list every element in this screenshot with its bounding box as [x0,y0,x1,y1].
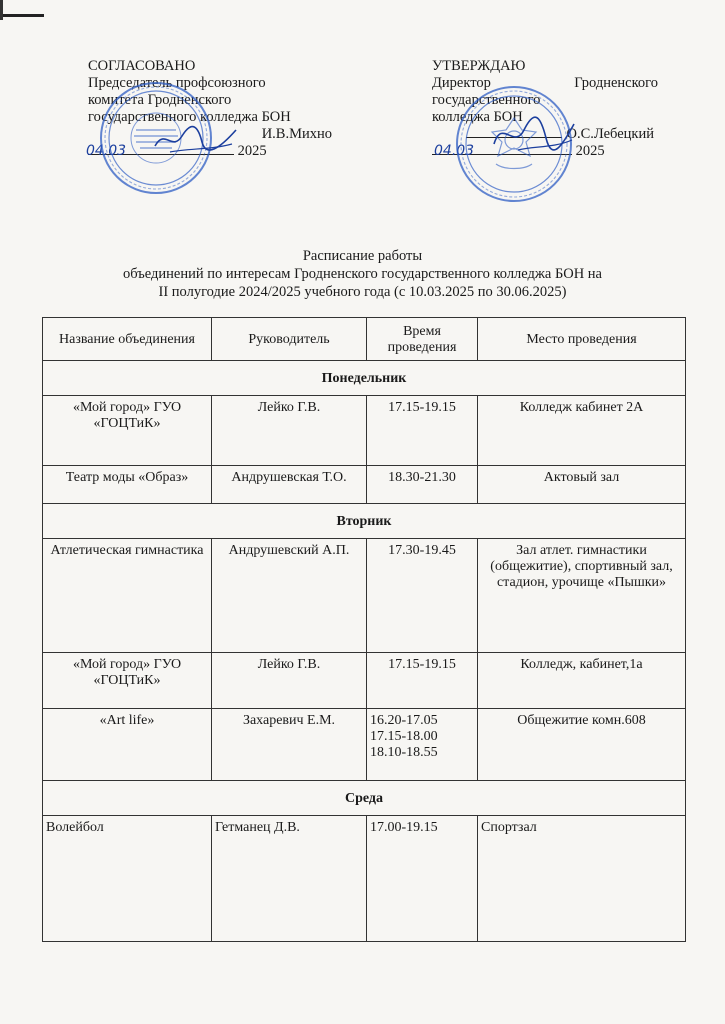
cell-place: Зал атлет. гимнастики (общежитие), спортивный зал, стадион, урочище «Пышки» [478,539,686,653]
cell-name: Волейбол [43,816,212,942]
header-place: Место проведения [478,318,686,361]
header-leader: Руководитель [212,318,367,361]
cell-name: «Мой город» ГУО «ГОЦТиК» [43,396,212,466]
time-slot: 18.10-18.55 [370,745,438,760]
day-label: Вторник [43,504,686,539]
table-row [43,709,686,781]
cell-leader: Андрушевская Т.О. [212,466,367,504]
cell-time: 17.00-19.15 [367,816,478,942]
cell-leader: Андрушевский А.П. [212,539,367,653]
cell-place: Колледж кабинет 2А [478,396,686,466]
cell-leader: Лейко Г.В. [212,396,367,466]
handwritten-date-right: 04.03 [434,143,475,159]
approval-line: Председатель профсоюзного [88,75,266,91]
day-row [43,361,686,396]
approval-heading-right: УТВЕРЖДАЮ [432,58,526,74]
approval-line: комитета Гродненского [88,92,232,108]
approval-line: колледжа БОН [432,109,523,125]
cell-place: Колледж, кабинет,1а [478,653,686,709]
cell-place: Спортзал [478,816,686,942]
time-slot: 16.20-17.05 [370,713,438,728]
approval-line: государственного колледжа БОН [88,109,291,125]
approval-word: Директор [432,75,491,91]
cell-time: 18.30-21.30 [367,466,478,504]
title-line: II полугодие 2024/2025 учебного года (с 10.03.2025 по 30.06.2025) [158,284,567,300]
day-row [43,504,686,539]
header-name: Название объединения [43,318,212,361]
cell-name: Театр моды «Образ» [43,466,212,504]
table-row [43,816,686,942]
signer-name: О.С.Лебецкий [566,126,654,142]
cell-time: 17.15-19.15 [367,396,478,466]
cell-leader: Лейко Г.В. [212,653,367,709]
cell-leader: Захаревич Е.М. [212,709,367,781]
day-label: Понедельник [43,361,686,396]
cell-time [367,709,478,781]
table-row [43,396,686,466]
scan-edge-mark [0,14,44,17]
day-row [43,781,686,816]
approval-word: Гродненского [574,75,658,91]
cell-name: «Art life» [43,709,212,781]
signature-right [488,110,578,156]
table-row [43,539,686,653]
signature-left [150,118,240,158]
handwritten-date-left: 04.03 [86,143,127,159]
cell-name: «Мой город» ГУО «ГОЦТиК» [43,653,212,709]
date-year-left: 2025 [237,143,267,159]
document-title [40,247,685,301]
approval-line: государственного [432,92,541,108]
time-slot: 17.15-18.00 [370,729,438,744]
cell-place: Актовый зал [478,466,686,504]
header-time: Время проведения [367,318,478,361]
day-label: Среда [43,781,686,816]
schedule-table [42,317,686,942]
cell-leader: Гетманец Д.В. [212,816,367,942]
approval-heading-left: СОГЛАСОВАНО [88,58,196,74]
table-header-row [43,318,686,361]
title-line: Расписание работы [302,248,423,264]
title-line: объединений по интересам Гродненского государственного колледжа БОН на [123,266,602,282]
date-year-right: 2025 [575,143,605,159]
signer-name: И.В.Михно [261,126,332,142]
cell-place: Общежитие комн.608 [478,709,686,781]
cell-time: 17.30-19.45 [367,539,478,653]
scan-edge-mark-vertical [0,0,3,20]
table-row [43,653,686,709]
table-row [43,466,686,504]
cell-time: 17.15-19.15 [367,653,478,709]
cell-name: Атлетическая гимнастика [43,539,212,653]
